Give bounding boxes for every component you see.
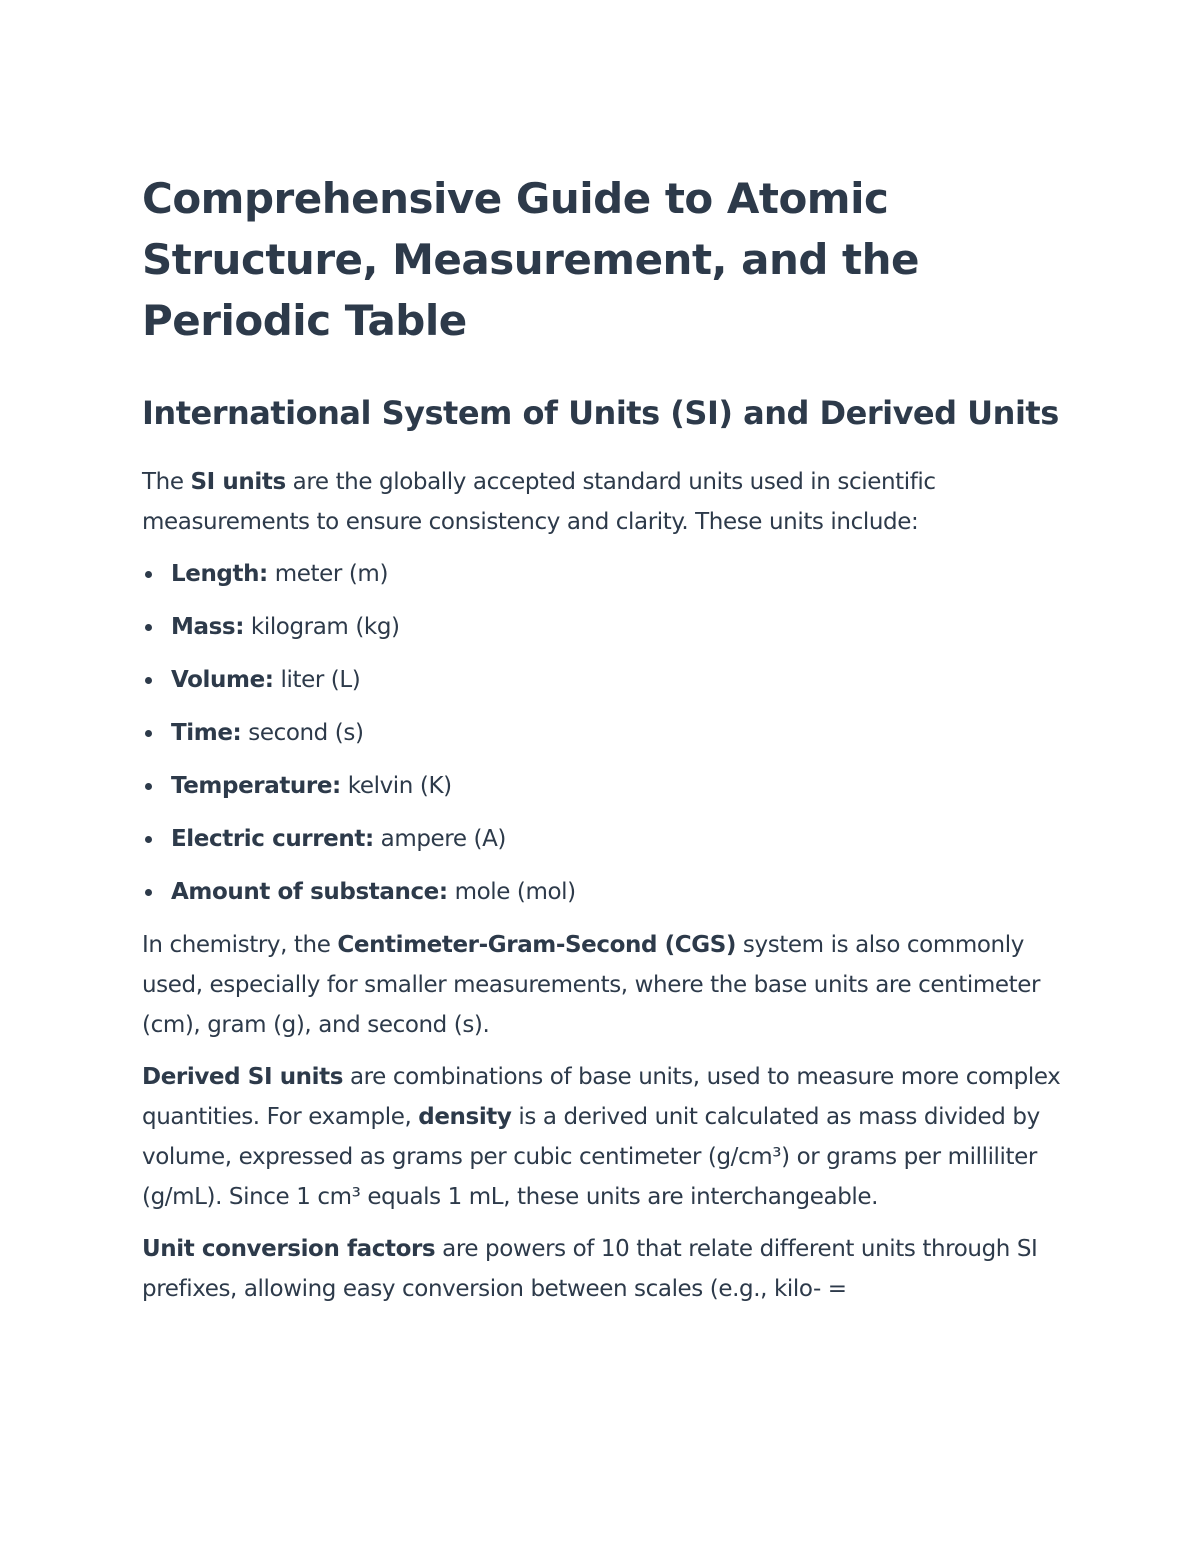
list-item-value: meter (m) <box>267 561 389 587</box>
bullet-icon <box>145 836 152 843</box>
conversion-paragraph <box>142 1229 1072 1309</box>
list-item <box>142 872 1072 912</box>
list-item-value: kilogram (kg) <box>244 614 400 640</box>
list-item-label: Volume: <box>171 667 274 693</box>
list-item <box>142 607 1072 647</box>
intro-paragraph <box>142 462 1072 542</box>
list-item-value: ampere (A) <box>373 826 507 852</box>
bullet-icon <box>145 730 152 737</box>
intro-text-post: are the globally accepted standard units used in scientific measurements to ensure consistency and clarity. These units include: <box>142 469 936 535</box>
bullet-icon <box>145 677 152 684</box>
bullet-icon <box>145 624 152 631</box>
bullet-icon <box>145 889 152 896</box>
derived-bold-term: Derived SI units <box>142 1064 344 1090</box>
list-item <box>142 766 1072 806</box>
section-heading: International System of Units (SI) and Derived Units <box>142 394 1059 432</box>
list-item <box>142 554 1072 594</box>
conversion-text-post: are powers of 10 that relate different units through SI prefixes, allowing easy conversion between scales (e.g., kilo- = <box>142 1236 1038 1302</box>
cgs-paragraph <box>142 925 1072 1045</box>
density-bold-term: density <box>418 1104 512 1130</box>
document-title: Comprehensive Guide to Atomic Structure, Measurement, and the Periodic Table <box>142 174 920 345</box>
cgs-text-pre: In chemistry, the <box>142 932 338 958</box>
conversion-bold-term: Unit conversion factors <box>142 1236 436 1262</box>
list-item-label: Length: <box>171 561 268 587</box>
list-item-value: mole (mol) <box>447 879 576 905</box>
cgs-bold-term: Centimeter-Gram-Second (CGS) <box>337 932 737 958</box>
list-item-label: Temperature: <box>171 773 341 799</box>
derived-paragraph <box>142 1057 1072 1217</box>
list-item <box>142 713 1072 753</box>
list-item <box>142 660 1072 700</box>
list-item-value: liter (L) <box>273 667 361 693</box>
intro-text-pre: The <box>142 469 191 495</box>
document-page <box>142 168 1072 1309</box>
derived-text-mid: are combinations of base units, used to measure more complex quantities. For example, <box>142 1064 1061 1130</box>
si-units-list <box>142 554 1072 912</box>
cgs-text-post: system is also commonly used, especially for smaller measurements, where the base units are centimeter (cm), gram (g), and second (s). <box>142 932 1041 1038</box>
list-item-label: Mass: <box>171 614 244 640</box>
bullet-icon <box>145 783 152 790</box>
list-item-label: Amount of substance: <box>171 879 448 905</box>
list-item-label: Electric current: <box>171 826 374 852</box>
intro-bold-term: SI units <box>190 469 286 495</box>
derived-text-post: is a derived unit calculated as mass divided by volume, expressed as grams per cubic centimeter (g/cm³) or grams per milliliter (g/mL). Since 1 cm³ equals 1 mL, these units are interchangeable. <box>142 1104 1040 1210</box>
list-item <box>142 819 1072 859</box>
list-item-label: Time: <box>171 720 242 746</box>
bullet-icon <box>145 571 152 578</box>
list-item-value: second (s) <box>241 720 364 746</box>
list-item-value: kelvin (K) <box>340 773 452 799</box>
